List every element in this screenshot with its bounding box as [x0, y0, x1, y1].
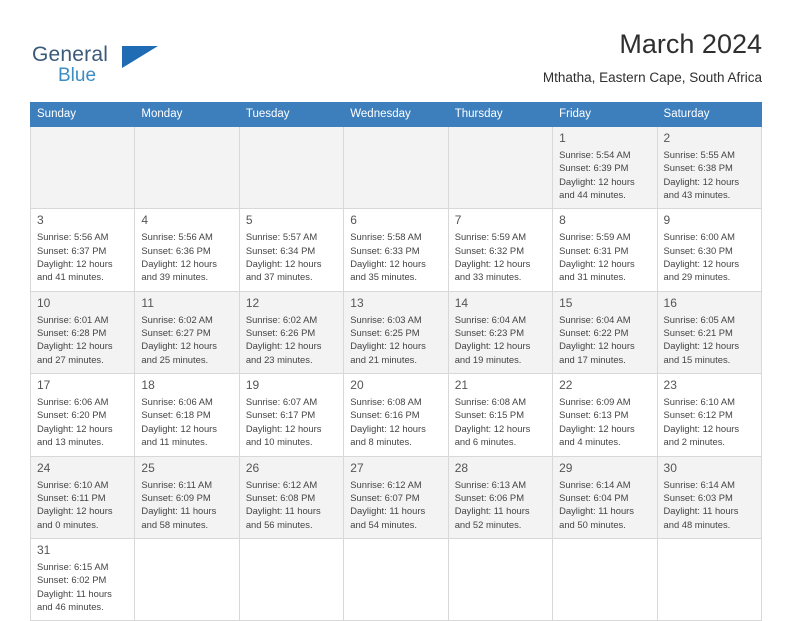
- day-sun-info-line: and 35 minutes.: [350, 271, 417, 283]
- day-sun-info-line: Sunrise: 5:55 AM: [663, 149, 735, 160]
- day-sun-info: [246, 395, 337, 448]
- day-number: 23: [663, 378, 677, 393]
- weekday-header-monday: Monday: [135, 103, 239, 127]
- day-sun-info-line: Daylight: 12 hours: [37, 340, 113, 352]
- calendar-week-row: [31, 291, 762, 373]
- day-sun-info-line: Sunrise: 6:10 AM: [663, 396, 735, 408]
- day-number: 26: [245, 460, 260, 475]
- day-number: 30: [663, 460, 677, 475]
- day-sun-info-line: Sunrise: 6:07 AM: [245, 396, 318, 408]
- day-number: 2: [663, 131, 671, 145]
- day-sun-info-line: and 44 minutes.: [559, 189, 626, 201]
- calendar-empty-cell: [657, 538, 761, 620]
- day-sun-info-line: Sunset: 6:13 PM: [559, 409, 629, 421]
- logo: [30, 28, 160, 86]
- day-sun-info: [37, 560, 128, 613]
- day-sun-info: [246, 478, 337, 531]
- day-sun-info-line: and 17 minutes.: [559, 353, 626, 365]
- weekday-header-friday: Friday: [553, 103, 657, 127]
- day-sun-info-line: Sunset: 6:37 PM: [37, 244, 107, 256]
- day-sun-info-line: Daylight: 12 hours: [454, 258, 531, 270]
- calendar-week-row: [31, 456, 762, 538]
- day-sun-info-line: Daylight: 11 hours: [454, 505, 530, 517]
- day-sun-info-line: Daylight: 11 hours: [245, 505, 321, 517]
- day-sun-info-line: Sunrise: 6:02 AM: [141, 313, 213, 325]
- day-sun-info: [559, 313, 650, 366]
- day-sun-info-line: Sunrise: 6:00 AM: [663, 231, 735, 243]
- day-sun-info-line: Daylight: 11 hours: [37, 587, 112, 599]
- calendar-day-cell[interactable]: [448, 456, 552, 538]
- day-sun-info-line: Sunrise: 6:11 AM: [141, 478, 213, 490]
- day-sun-info-line: Sunrise: 6:10 AM: [37, 478, 109, 490]
- day-sun-info-line: and 6 minutes.: [454, 436, 517, 448]
- weekday-header-wednesday: Wednesday: [344, 103, 448, 127]
- day-sun-info-line: and 8 minutes.: [350, 436, 412, 448]
- calendar-day-cell[interactable]: [657, 374, 761, 456]
- day-sun-info: [37, 478, 128, 531]
- day-sun-info-line: and 13 minutes.: [37, 436, 104, 448]
- day-sun-info-line: Daylight: 12 hours: [559, 258, 635, 270]
- day-sun-info-line: and 54 minutes.: [350, 518, 417, 530]
- day-sun-info: [455, 313, 546, 366]
- day-sun-info: [350, 395, 441, 448]
- day-sun-info-line: Daylight: 12 hours: [245, 258, 322, 270]
- day-sun-info-line: Daylight: 12 hours: [559, 340, 635, 352]
- page-title: March 2024: [619, 29, 762, 59]
- day-number: 10: [37, 295, 51, 310]
- day-sun-info-line: Sunrise: 6:15 AM: [37, 560, 109, 572]
- day-sun-info: [455, 395, 546, 448]
- calendar-day-cell[interactable]: [553, 374, 657, 456]
- day-sun-info-line: Sunrise: 6:05 AM: [663, 313, 735, 325]
- calendar-week-row: [31, 209, 762, 291]
- day-sun-info: [37, 230, 128, 283]
- day-sun-info-line: Sunrise: 6:09 AM: [559, 396, 631, 408]
- calendar-empty-cell: [239, 538, 343, 620]
- calendar-header-row: [31, 103, 762, 127]
- day-number: 20: [350, 378, 364, 393]
- logo-text-general: General: [32, 43, 109, 66]
- day-number: 12: [245, 295, 260, 310]
- calendar-day-cell[interactable]: [135, 209, 239, 291]
- day-number: 31: [37, 542, 51, 557]
- day-sun-info: [455, 230, 546, 283]
- day-sun-info: [559, 230, 650, 283]
- calendar-day-cell[interactable]: [553, 127, 657, 209]
- day-sun-info: [37, 313, 128, 366]
- day-sun-info-line: Sunset: 6:27 PM: [141, 327, 211, 339]
- day-sun-info-line: Daylight: 12 hours: [245, 340, 322, 352]
- day-sun-info-line: Sunrise: 6:03 AM: [350, 313, 422, 325]
- day-sun-info-line: Daylight: 12 hours: [141, 340, 217, 352]
- day-sun-info-line: Sunset: 6:23 PM: [454, 327, 524, 339]
- day-sun-info-line: Sunset: 6:25 PM: [350, 327, 420, 339]
- calendar-table: [30, 102, 762, 621]
- day-sun-info: [141, 478, 232, 531]
- day-sun-info-line: Sunrise: 6:13 AM: [454, 478, 527, 490]
- calendar-empty-cell: [448, 538, 552, 620]
- day-sun-info: [141, 230, 232, 283]
- day-number: 25: [141, 460, 155, 475]
- calendar-day-cell[interactable]: [239, 209, 343, 291]
- day-sun-info-line: and 15 minutes.: [663, 353, 731, 365]
- day-sun-info-line: and 43 minutes.: [663, 189, 731, 201]
- day-number: 17: [37, 378, 51, 393]
- day-sun-info-line: Daylight: 12 hours: [663, 340, 740, 352]
- day-number: 4: [141, 213, 149, 228]
- day-sun-info-line: and 37 minutes.: [245, 271, 313, 283]
- day-sun-info-line: Daylight: 12 hours: [559, 422, 635, 434]
- day-sun-info-line: and 0 minutes.: [37, 518, 99, 530]
- day-sun-info: [350, 230, 441, 283]
- day-sun-info-line: Sunset: 6:38 PM: [663, 162, 733, 174]
- day-number: 1: [559, 131, 566, 145]
- day-number: 16: [663, 295, 677, 310]
- day-sun-info: [559, 395, 650, 448]
- day-sun-info-line: Daylight: 12 hours: [350, 340, 426, 352]
- calendar-empty-cell: [135, 127, 239, 209]
- day-sun-info-line: Sunset: 6:12 PM: [663, 409, 733, 421]
- day-sun-info-line: Sunrise: 5:59 AM: [559, 231, 631, 243]
- calendar-day-cell[interactable]: [657, 127, 761, 209]
- day-sun-info-line: Daylight: 12 hours: [37, 258, 113, 270]
- day-number: 19: [245, 378, 260, 393]
- calendar-day-cell[interactable]: [135, 456, 239, 538]
- day-sun-info-line: Sunrise: 6:12 AM: [245, 478, 318, 490]
- day-sun-info-line: Daylight: 12 hours: [37, 505, 113, 517]
- day-sun-info-line: Daylight: 12 hours: [663, 175, 740, 187]
- day-sun-info-line: Sunrise: 5:59 AM: [454, 231, 527, 243]
- day-sun-info-line: Sunset: 6:21 PM: [663, 327, 733, 339]
- day-sun-info-line: and 56 minutes.: [245, 518, 313, 530]
- day-number: 15: [559, 295, 573, 310]
- day-sun-info-line: Sunset: 6:34 PM: [245, 244, 316, 256]
- calendar-empty-cell: [31, 127, 135, 209]
- day-sun-info-line: Sunset: 6:22 PM: [559, 327, 629, 339]
- day-sun-info-line: Sunset: 6:39 PM: [559, 162, 629, 174]
- day-sun-info-line: Daylight: 12 hours: [663, 422, 740, 434]
- day-number: 28: [454, 460, 469, 475]
- day-sun-info-line: Daylight: 11 hours: [350, 505, 426, 517]
- day-sun-info-line: Daylight: 12 hours: [350, 258, 426, 270]
- day-sun-info-line: Daylight: 12 hours: [454, 422, 531, 434]
- day-sun-info-line: and 27 minutes.: [37, 353, 104, 365]
- day-sun-info: [350, 313, 441, 366]
- day-number: 11: [141, 295, 154, 310]
- day-sun-info-line: Sunrise: 6:04 AM: [559, 313, 631, 325]
- day-number: 18: [141, 378, 155, 393]
- calendar-day-cell[interactable]: [448, 374, 552, 456]
- calendar-day-cell[interactable]: [31, 374, 135, 456]
- calendar-week-row: [31, 538, 762, 620]
- calendar-empty-cell: [448, 127, 552, 209]
- day-sun-info: [664, 395, 755, 448]
- calendar-day-cell[interactable]: [553, 291, 657, 373]
- day-sun-info-line: Sunrise: 6:02 AM: [245, 313, 318, 325]
- calendar-day-cell[interactable]: [657, 291, 761, 373]
- logo-text-blue: Blue: [58, 65, 97, 86]
- calendar-empty-cell: [553, 538, 657, 620]
- day-number: 5: [245, 213, 253, 228]
- day-sun-info-line: Sunset: 6:32 PM: [454, 244, 524, 256]
- day-sun-info-line: and 10 minutes.: [245, 436, 313, 448]
- calendar-day-cell[interactable]: [448, 291, 552, 373]
- day-sun-info-line: Daylight: 12 hours: [663, 258, 740, 270]
- day-sun-info-line: and 4 minutes.: [559, 436, 621, 448]
- day-sun-info: [141, 395, 232, 448]
- day-number: 7: [454, 213, 462, 228]
- day-sun-info: [141, 313, 232, 366]
- day-sun-info-line: Sunrise: 5:54 AM: [559, 149, 631, 160]
- day-sun-info-line: Daylight: 11 hours: [559, 505, 634, 517]
- day-sun-info-line: Daylight: 12 hours: [37, 422, 113, 434]
- calendar-week-row: [31, 374, 762, 456]
- day-sun-info-line: Sunset: 6:11 PM: [37, 491, 106, 503]
- day-sun-info: [664, 148, 755, 201]
- day-sun-info-line: Sunset: 6:36 PM: [141, 244, 211, 256]
- day-sun-info-line: and 19 minutes.: [454, 353, 522, 365]
- calendar-empty-cell: [344, 538, 448, 620]
- day-sun-info: [664, 313, 755, 366]
- day-sun-info-line: Sunset: 6:16 PM: [350, 409, 420, 421]
- day-sun-info-line: Sunset: 6:06 PM: [454, 491, 524, 503]
- calendar-day-cell[interactable]: [657, 456, 761, 538]
- day-sun-info-line: Sunset: 6:03 PM: [663, 491, 733, 503]
- calendar-day-cell[interactable]: [31, 456, 135, 538]
- day-sun-info-line: and 39 minutes.: [141, 271, 209, 283]
- calendar-day-cell[interactable]: [344, 291, 448, 373]
- weekday-header-thursday: Thursday: [448, 103, 552, 127]
- day-sun-info: [664, 230, 755, 283]
- calendar-day-cell[interactable]: [31, 209, 135, 291]
- day-sun-info-line: Sunset: 6:04 PM: [559, 491, 629, 503]
- day-number: 3: [37, 213, 44, 228]
- day-sun-info-line: Daylight: 12 hours: [141, 258, 217, 270]
- day-sun-info-line: Sunset: 6:15 PM: [454, 409, 524, 421]
- day-number: 21: [454, 378, 469, 393]
- day-sun-info-line: Sunrise: 6:14 AM: [559, 478, 631, 490]
- calendar-day-cell[interactable]: [344, 456, 448, 538]
- day-sun-info-line: Sunrise: 5:58 AM: [350, 231, 422, 243]
- day-sun-info-line: Sunset: 6:33 PM: [350, 244, 420, 256]
- calendar-day-cell[interactable]: [448, 209, 552, 291]
- day-sun-info-line: and 48 minutes.: [663, 518, 731, 530]
- day-sun-info: [350, 478, 441, 531]
- day-sun-info-line: and 2 minutes.: [663, 436, 726, 448]
- day-sun-info-line: Sunrise: 6:04 AM: [454, 313, 527, 325]
- weekday-header-sunday: Sunday: [31, 103, 135, 127]
- calendar-day-cell[interactable]: [344, 209, 448, 291]
- day-sun-info-line: Daylight: 12 hours: [454, 340, 531, 352]
- day-sun-info-line: Sunset: 6:18 PM: [141, 409, 211, 421]
- day-sun-info-line: and 41 minutes.: [37, 271, 104, 283]
- calendar-day-cell[interactable]: [239, 456, 343, 538]
- day-sun-info-line: and 33 minutes.: [454, 271, 522, 283]
- flag-icon: [122, 46, 158, 68]
- calendar-day-cell[interactable]: [31, 291, 135, 373]
- day-sun-info-line: and 31 minutes.: [559, 271, 626, 283]
- day-sun-info-line: Sunset: 6:09 PM: [141, 491, 211, 503]
- day-sun-info-line: Sunset: 6:31 PM: [559, 244, 629, 256]
- day-sun-info-line: Sunrise: 6:12 AM: [350, 478, 422, 490]
- day-sun-info: [246, 230, 337, 283]
- calendar-day-cell[interactable]: [31, 538, 135, 620]
- calendar-day-cell[interactable]: [553, 456, 657, 538]
- day-number: 27: [350, 460, 364, 475]
- day-sun-info-line: Sunset: 6:02 PM: [37, 574, 107, 586]
- day-sun-info-line: Sunrise: 6:01 AM: [37, 313, 109, 325]
- day-number: 13: [350, 295, 364, 310]
- day-sun-info-line: and 23 minutes.: [245, 353, 313, 365]
- day-sun-info-line: and 21 minutes.: [350, 353, 417, 365]
- day-sun-info-line: Sunset: 6:07 PM: [350, 491, 420, 503]
- day-sun-info-line: Daylight: 11 hours: [141, 505, 217, 517]
- day-sun-info-line: and 50 minutes.: [559, 518, 626, 530]
- day-sun-info-line: Sunrise: 6:08 AM: [454, 396, 527, 408]
- location-subtitle: Mthatha, Eastern Cape, South Africa: [542, 69, 762, 85]
- day-sun-info-line: Sunrise: 5:56 AM: [37, 231, 109, 243]
- day-sun-info-line: Sunset: 6:28 PM: [37, 327, 107, 339]
- day-sun-info-line: Sunset: 6:20 PM: [37, 409, 107, 421]
- day-number: 6: [350, 213, 357, 228]
- day-sun-info-line: Daylight: 12 hours: [245, 422, 322, 434]
- day-number: 8: [559, 213, 566, 228]
- title-block: [543, 28, 762, 85]
- day-sun-info-line: Daylight: 12 hours: [350, 422, 426, 434]
- day-sun-info-line: Daylight: 12 hours: [141, 422, 217, 434]
- day-sun-info-line: Sunset: 6:26 PM: [245, 327, 316, 339]
- calendar-day-cell[interactable]: [135, 291, 239, 373]
- day-sun-info: [559, 148, 650, 201]
- calendar-day-cell[interactable]: [135, 374, 239, 456]
- day-sun-info-line: Sunrise: 6:08 AM: [350, 396, 422, 408]
- day-sun-info-line: and 46 minutes.: [37, 600, 104, 612]
- day-sun-info-line: Sunset: 6:17 PM: [245, 409, 316, 421]
- calendar-empty-cell: [239, 127, 343, 209]
- page-header: [30, 28, 762, 90]
- calendar-empty-cell: [344, 127, 448, 209]
- day-sun-info-line: Daylight: 11 hours: [663, 505, 739, 517]
- calendar-week-row: [31, 127, 762, 209]
- day-number: 14: [454, 295, 469, 310]
- day-sun-info-line: Sunrise: 6:06 AM: [37, 396, 109, 408]
- day-sun-info-line: Sunset: 6:08 PM: [245, 491, 316, 503]
- day-sun-info-line: Sunrise: 6:06 AM: [141, 396, 213, 408]
- calendar-day-cell[interactable]: [553, 209, 657, 291]
- day-number: 9: [663, 213, 671, 228]
- weekday-header-saturday: Saturday: [657, 103, 761, 127]
- day-sun-info: [559, 478, 650, 531]
- day-number: 22: [559, 378, 573, 393]
- day-sun-info-line: Daylight: 12 hours: [559, 175, 635, 187]
- day-sun-info-line: and 11 minutes.: [141, 436, 208, 448]
- day-sun-info-line: and 29 minutes.: [663, 271, 731, 283]
- day-sun-info-line: and 52 minutes.: [454, 518, 522, 530]
- calendar-day-cell[interactable]: [239, 291, 343, 373]
- day-sun-info-line: and 58 minutes.: [141, 518, 209, 530]
- day-number: 24: [37, 460, 51, 475]
- day-sun-info: [246, 313, 337, 366]
- calendar-day-cell[interactable]: [344, 374, 448, 456]
- day-sun-info-line: and 25 minutes.: [141, 353, 209, 365]
- calendar-day-cell[interactable]: [657, 209, 761, 291]
- day-sun-info: [37, 395, 128, 448]
- calendar-empty-cell: [135, 538, 239, 620]
- day-sun-info: [455, 478, 546, 531]
- day-sun-info: [664, 478, 755, 531]
- day-sun-info-line: Sunrise: 5:57 AM: [245, 231, 318, 243]
- day-sun-info-line: Sunset: 6:30 PM: [663, 244, 733, 256]
- day-number: 29: [559, 460, 573, 475]
- day-sun-info-line: Sunrise: 6:14 AM: [663, 478, 735, 490]
- calendar-day-cell[interactable]: [239, 374, 343, 456]
- day-sun-info-line: Sunrise: 5:56 AM: [141, 231, 213, 243]
- weekday-header-tuesday: Tuesday: [239, 103, 343, 127]
